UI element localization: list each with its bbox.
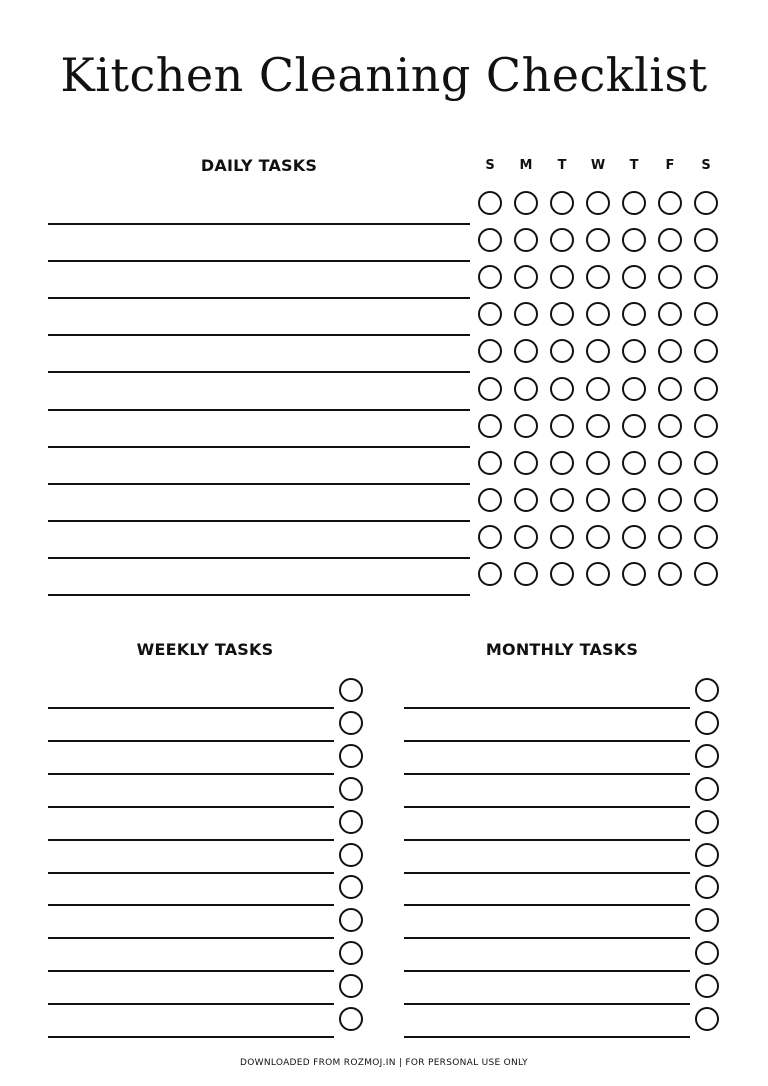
daily-checkbox[interactable] bbox=[622, 377, 646, 401]
daily-task-line[interactable] bbox=[48, 557, 470, 559]
daily-checkbox[interactable] bbox=[514, 414, 538, 438]
daily-checkbox[interactable] bbox=[622, 488, 646, 512]
monthly-task-line[interactable] bbox=[404, 806, 690, 808]
daily-checkbox[interactable] bbox=[514, 562, 538, 586]
daily-checkbox[interactable] bbox=[550, 265, 574, 289]
daily-checkbox[interactable] bbox=[586, 377, 610, 401]
daily-checkbox[interactable] bbox=[658, 228, 682, 252]
daily-checkbox[interactable] bbox=[514, 451, 538, 475]
daily-checkbox[interactable] bbox=[550, 339, 574, 363]
monthly-task-line[interactable] bbox=[404, 904, 690, 906]
daily-tasks-heading: DAILY TASKS bbox=[200, 156, 318, 175]
daily-task-line[interactable] bbox=[48, 446, 470, 448]
daily-checkbox[interactable] bbox=[586, 265, 610, 289]
daily-checkbox[interactable] bbox=[622, 414, 646, 438]
monthly-checkbox[interactable] bbox=[695, 711, 719, 735]
daily-task-line[interactable] bbox=[48, 371, 470, 373]
daily-checkbox[interactable] bbox=[694, 302, 718, 326]
daily-task-line[interactable] bbox=[48, 260, 470, 262]
weekly-checkbox[interactable] bbox=[339, 744, 363, 768]
monthly-checkbox[interactable] bbox=[695, 744, 719, 768]
daily-checkbox[interactable] bbox=[586, 525, 610, 549]
daily-checkbox[interactable] bbox=[658, 265, 682, 289]
daily-checkbox[interactable] bbox=[622, 191, 646, 215]
day-label-thursday: T bbox=[629, 158, 639, 173]
daily-checkbox[interactable] bbox=[478, 377, 502, 401]
weekly-task-line[interactable] bbox=[48, 970, 334, 972]
daily-checkbox[interactable] bbox=[622, 302, 646, 326]
monthly-checkbox[interactable] bbox=[695, 1007, 719, 1031]
daily-checkbox[interactable] bbox=[550, 191, 574, 215]
weekly-checkbox[interactable] bbox=[339, 777, 363, 801]
daily-checkbox[interactable] bbox=[550, 525, 574, 549]
daily-checkbox[interactable] bbox=[514, 488, 538, 512]
daily-checkbox[interactable] bbox=[694, 562, 718, 586]
daily-checkbox[interactable] bbox=[586, 339, 610, 363]
daily-checkbox[interactable] bbox=[658, 525, 682, 549]
daily-checkbox[interactable] bbox=[658, 562, 682, 586]
daily-checkbox[interactable] bbox=[478, 302, 502, 326]
monthly-checkbox[interactable] bbox=[695, 941, 719, 965]
weekly-checkbox[interactable] bbox=[339, 875, 363, 899]
daily-checkbox[interactable] bbox=[586, 562, 610, 586]
daily-checkbox[interactable] bbox=[478, 265, 502, 289]
daily-checkbox[interactable] bbox=[478, 562, 502, 586]
daily-checkbox[interactable] bbox=[478, 451, 502, 475]
monthly-tasks-heading: MONTHLY TASKS bbox=[485, 640, 639, 659]
daily-checkbox[interactable] bbox=[550, 414, 574, 438]
day-label-friday: F bbox=[665, 158, 675, 173]
day-label-saturday: S bbox=[701, 158, 711, 173]
daily-task-line[interactable] bbox=[48, 594, 470, 596]
day-label-tuesday: T bbox=[557, 158, 567, 173]
monthly-task-line[interactable] bbox=[404, 1003, 690, 1005]
daily-checkbox[interactable] bbox=[550, 488, 574, 512]
daily-checkbox[interactable] bbox=[478, 414, 502, 438]
weekly-task-line[interactable] bbox=[48, 707, 334, 709]
daily-task-line[interactable] bbox=[48, 520, 470, 522]
daily-checkbox[interactable] bbox=[658, 339, 682, 363]
day-label-sunday: S bbox=[485, 158, 495, 173]
monthly-task-line[interactable] bbox=[404, 937, 690, 939]
weekly-task-line[interactable] bbox=[48, 740, 334, 742]
daily-checkbox[interactable] bbox=[478, 339, 502, 363]
daily-checkbox[interactable] bbox=[550, 377, 574, 401]
daily-checkbox[interactable] bbox=[622, 525, 646, 549]
daily-checkbox[interactable] bbox=[658, 191, 682, 215]
weekly-checkbox[interactable] bbox=[339, 974, 363, 998]
daily-checkbox[interactable] bbox=[586, 451, 610, 475]
weekly-checkbox[interactable] bbox=[339, 1007, 363, 1031]
weekly-checkbox[interactable] bbox=[339, 843, 363, 867]
daily-checkbox[interactable] bbox=[694, 191, 718, 215]
daily-task-line[interactable] bbox=[48, 334, 470, 336]
daily-checkbox[interactable] bbox=[586, 302, 610, 326]
daily-checkbox[interactable] bbox=[586, 414, 610, 438]
daily-checkbox[interactable] bbox=[622, 265, 646, 289]
daily-checkbox[interactable] bbox=[514, 302, 538, 326]
monthly-checkbox[interactable] bbox=[695, 908, 719, 932]
daily-checkbox[interactable] bbox=[514, 191, 538, 215]
monthly-checkbox[interactable] bbox=[695, 843, 719, 867]
daily-checkbox[interactable] bbox=[622, 339, 646, 363]
daily-checkbox[interactable] bbox=[622, 562, 646, 586]
monthly-task-line[interactable] bbox=[404, 839, 690, 841]
daily-checkbox[interactable] bbox=[550, 228, 574, 252]
weekly-checkbox[interactable] bbox=[339, 678, 363, 702]
daily-checkbox[interactable] bbox=[514, 377, 538, 401]
daily-checkbox[interactable] bbox=[478, 525, 502, 549]
weekly-tasks-heading: WEEKLY TASKS bbox=[136, 640, 274, 659]
daily-checkbox[interactable] bbox=[478, 228, 502, 252]
footer-note: DOWNLOADED FROM ROZMOJ.IN | FOR PERSONAL USE ONLY bbox=[240, 1058, 528, 1068]
daily-checkbox[interactable] bbox=[658, 488, 682, 512]
daily-checkbox[interactable] bbox=[586, 191, 610, 215]
daily-task-line[interactable] bbox=[48, 297, 470, 299]
monthly-task-line[interactable] bbox=[404, 740, 690, 742]
weekly-task-line[interactable] bbox=[48, 1003, 334, 1005]
daily-checkbox[interactable] bbox=[658, 414, 682, 438]
daily-checkbox[interactable] bbox=[658, 302, 682, 326]
daily-checkbox[interactable] bbox=[622, 228, 646, 252]
daily-checkbox[interactable] bbox=[694, 339, 718, 363]
monthly-task-line[interactable] bbox=[404, 707, 690, 709]
weekday-header bbox=[472, 158, 726, 176]
day-label-monday: M bbox=[519, 158, 533, 173]
daily-checkbox[interactable] bbox=[658, 451, 682, 475]
monthly-checkbox[interactable] bbox=[695, 678, 719, 702]
daily-checkbox[interactable] bbox=[694, 265, 718, 289]
monthly-task-line[interactable] bbox=[404, 1036, 690, 1038]
daily-checkbox[interactable] bbox=[586, 488, 610, 512]
weekly-task-line[interactable] bbox=[48, 937, 334, 939]
daily-checkbox[interactable] bbox=[694, 377, 718, 401]
monthly-task-line[interactable] bbox=[404, 872, 690, 874]
daily-checkbox[interactable] bbox=[694, 525, 718, 549]
daily-checkbox[interactable] bbox=[478, 488, 502, 512]
weekly-task-line[interactable] bbox=[48, 1036, 334, 1038]
daily-checkbox[interactable] bbox=[478, 191, 502, 215]
weekly-checkbox[interactable] bbox=[339, 711, 363, 735]
day-label-wednesday: W bbox=[590, 158, 606, 173]
daily-task-line[interactable] bbox=[48, 483, 470, 485]
monthly-checkbox[interactable] bbox=[695, 875, 719, 899]
daily-checkbox[interactable] bbox=[694, 228, 718, 252]
daily-checkbox[interactable] bbox=[550, 451, 574, 475]
weekly-task-line[interactable] bbox=[48, 773, 334, 775]
monthly-checkbox[interactable] bbox=[695, 810, 719, 834]
daily-checkbox[interactable] bbox=[694, 414, 718, 438]
daily-checkbox[interactable] bbox=[550, 562, 574, 586]
daily-checkbox[interactable] bbox=[514, 228, 538, 252]
weekly-checkbox[interactable] bbox=[339, 908, 363, 932]
monthly-checkbox[interactable] bbox=[695, 777, 719, 801]
daily-checkbox[interactable] bbox=[514, 525, 538, 549]
daily-checkbox[interactable] bbox=[514, 265, 538, 289]
daily-checkbox[interactable] bbox=[550, 302, 574, 326]
daily-checkbox[interactable] bbox=[694, 451, 718, 475]
weekly-task-line[interactable] bbox=[48, 806, 334, 808]
weekly-task-line[interactable] bbox=[48, 839, 334, 841]
monthly-task-line[interactable] bbox=[404, 970, 690, 972]
daily-task-line[interactable] bbox=[48, 409, 470, 411]
page-title: Kitchen Cleaning Checklist bbox=[60, 48, 708, 102]
daily-checkbox[interactable] bbox=[586, 228, 610, 252]
daily-checkbox[interactable] bbox=[622, 451, 646, 475]
weekly-task-line[interactable] bbox=[48, 904, 334, 906]
weekly-checkbox[interactable] bbox=[339, 810, 363, 834]
daily-checkbox[interactable] bbox=[514, 339, 538, 363]
weekly-checkbox[interactable] bbox=[339, 941, 363, 965]
daily-checkbox[interactable] bbox=[694, 488, 718, 512]
monthly-task-line[interactable] bbox=[404, 773, 690, 775]
weekly-task-line[interactable] bbox=[48, 872, 334, 874]
monthly-checkbox[interactable] bbox=[695, 974, 719, 998]
daily-task-line[interactable] bbox=[48, 223, 470, 225]
daily-checkbox[interactable] bbox=[658, 377, 682, 401]
